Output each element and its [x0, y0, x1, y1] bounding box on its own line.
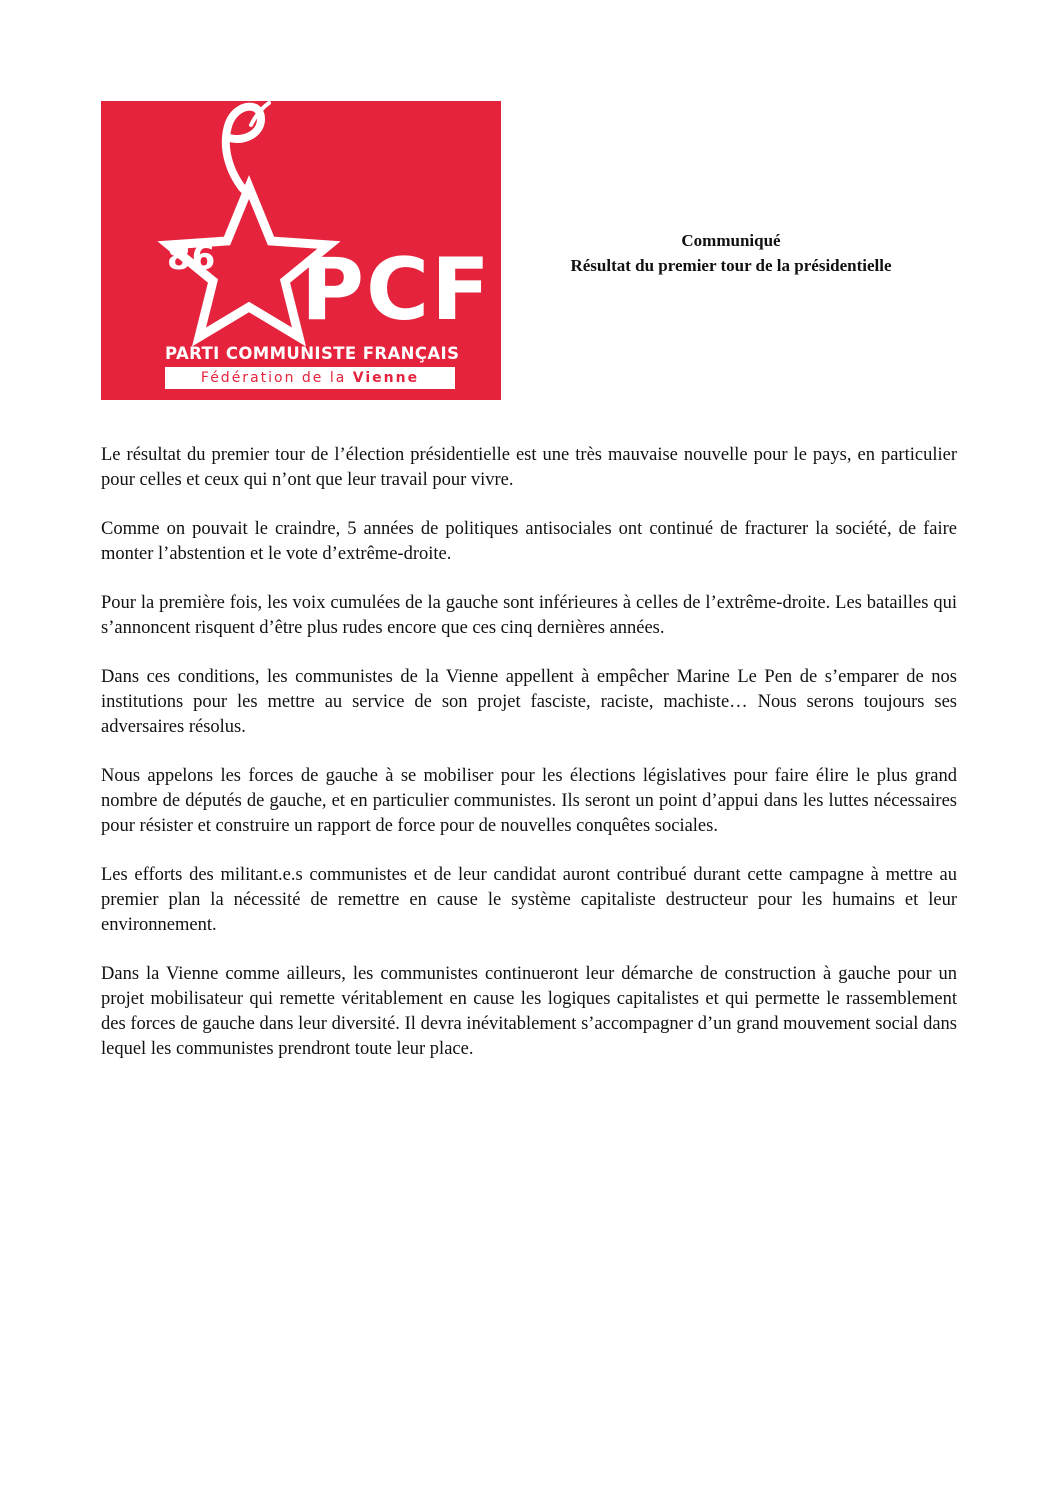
- document-body: [101, 443, 957, 1086]
- paragraph: Nous appelons les forces de gauche à se mobiliser pour les élections législatives pour faire élire le plus grand nombre de députés de gauche, et en particulier communistes. Ils seront un point d’appui dans les luttes nécessaires pour résister et construire un rapport de force pour de nouvelles conquêtes sociales.: [101, 766, 957, 836]
- paragraph: Pour la première fois, les voix cumulées de la gauche sont inférieures à celles de l’extrême-droite. Les batailles qui s’annoncent risquent d’être plus rudes encore que ces cinq dernières années.: [101, 593, 957, 638]
- heading-line-1: Communiqué: [681, 231, 781, 250]
- logo-acronym: PCF: [301, 240, 492, 340]
- pcf-logo: [101, 101, 501, 400]
- heading-line-2: Résultat du premier tour de la présidentielle: [570, 256, 892, 275]
- paragraph: Les efforts des militant.e.s communistes et de leur candidat auront contribué durant cette campagne à mettre au premier plan la nécessité de remettre en cause le système capitaliste destructeur pour les humains et leur environnement.: [101, 865, 957, 935]
- logo-number: 86: [167, 238, 217, 278]
- logo-party-name: PARTI COMMUNISTE FRANÇAIS: [165, 344, 460, 363]
- paragraph: Le résultat du premier tour de l’élection présidentielle est une très mauvaise nouvelle pour le pays, en particulier pour celles et ceux qui n’ont que leur travail pour vivre.: [101, 445, 957, 490]
- federation-place: Vienne: [352, 370, 420, 386]
- federation-prefix: Fédération de la: [200, 370, 347, 386]
- paragraph: Comme on pouvait le craindre, 5 années de politiques antisociales ont continué de fracturer la société, de faire monter l’abstention et le vote d’extrême-droite.: [101, 519, 957, 564]
- logo-federation: [165, 367, 455, 389]
- paragraph: Dans la Vienne comme ailleurs, les communistes continueront leur démarche de construction à gauche pour un projet mobilisateur qui remette véritablement en cause les logiques capitalistes et qui permette le rassemblement des forces de gauche dans leur diversité. Il devra inévitablement s’accompagner d’un grand mouvement social dans lequel les communistes prendront toute leur place.: [101, 964, 957, 1059]
- document-heading: [502, 228, 960, 278]
- paragraph: Dans ces conditions, les communistes de la Vienne appellent à empêcher Marine Le Pen de s’emparer de nos institutions pour les mettre au service de son projet fasciste, raciste, machiste… Nous serons toujours ses adversaires résolus.: [101, 667, 957, 737]
